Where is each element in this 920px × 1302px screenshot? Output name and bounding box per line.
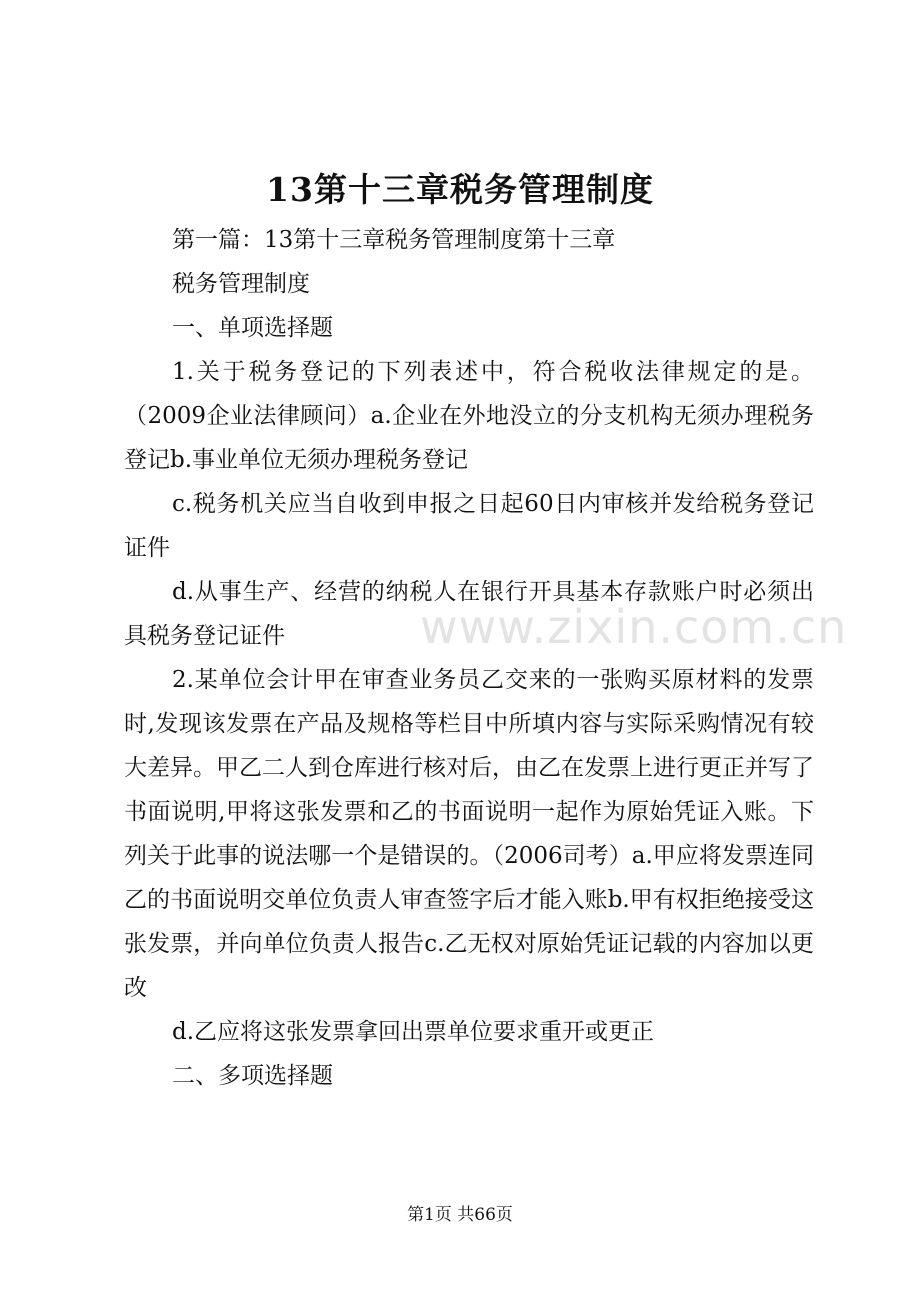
watermark: www.zixin.com.cn [420,600,848,654]
paragraph: d.从事生产、经营的纳税人在银行开具基本存款账户时必须出具税务登记证件 [124,579,814,649]
paragraph: 一、单项选择题 [172,315,333,341]
paragraph: 二、多项选择题 [172,1063,333,1089]
paragraph: 2.某单位会计甲在审查业务员乙交来的一张购买原材料的发票时,发现该发票在产品及规格等栏目中所填内容与实际采购情况有较大差异。甲乙二人到仓库进行核对后，由乙在发票上进行更正并写了书面说明,甲将这张发票和乙的书面说明一起作为原始凭证入账。下列关于此事的说法哪一个是错误的。（2006司考）a.甲应将发票连同乙的书面说明交单位负责人审查签字后才能入账b.甲有权拒绝接受这张发票，并向单位负责人报告c.乙无权对原始凭证记载的内容加以更改 [124,667,814,1001]
paragraph: 税务管理制度 [172,271,310,297]
document-body [124,218,814,1098]
document-title: 13第十三章税务管理制度 [266,170,654,209]
paragraph: c.税务机关应当自收到申报之日起60日内审核并发给税务登记证件 [124,491,814,561]
paragraph: d.乙应将这张发票拿回出票单位要求重开或更正 [172,1019,655,1045]
paragraph: 1.关于税务登记的下列表述中，符合税收法律规定的是。（2009企业法律顾问）a.企业在外地没立的分支机构无须办理税务登记b.事业单位无须办理税务登记 [124,359,814,473]
paragraph: 第一篇：13第十三章税务管理制度第十三章 [172,227,616,253]
page-footer: 第1页 共66页 [407,1205,513,1225]
